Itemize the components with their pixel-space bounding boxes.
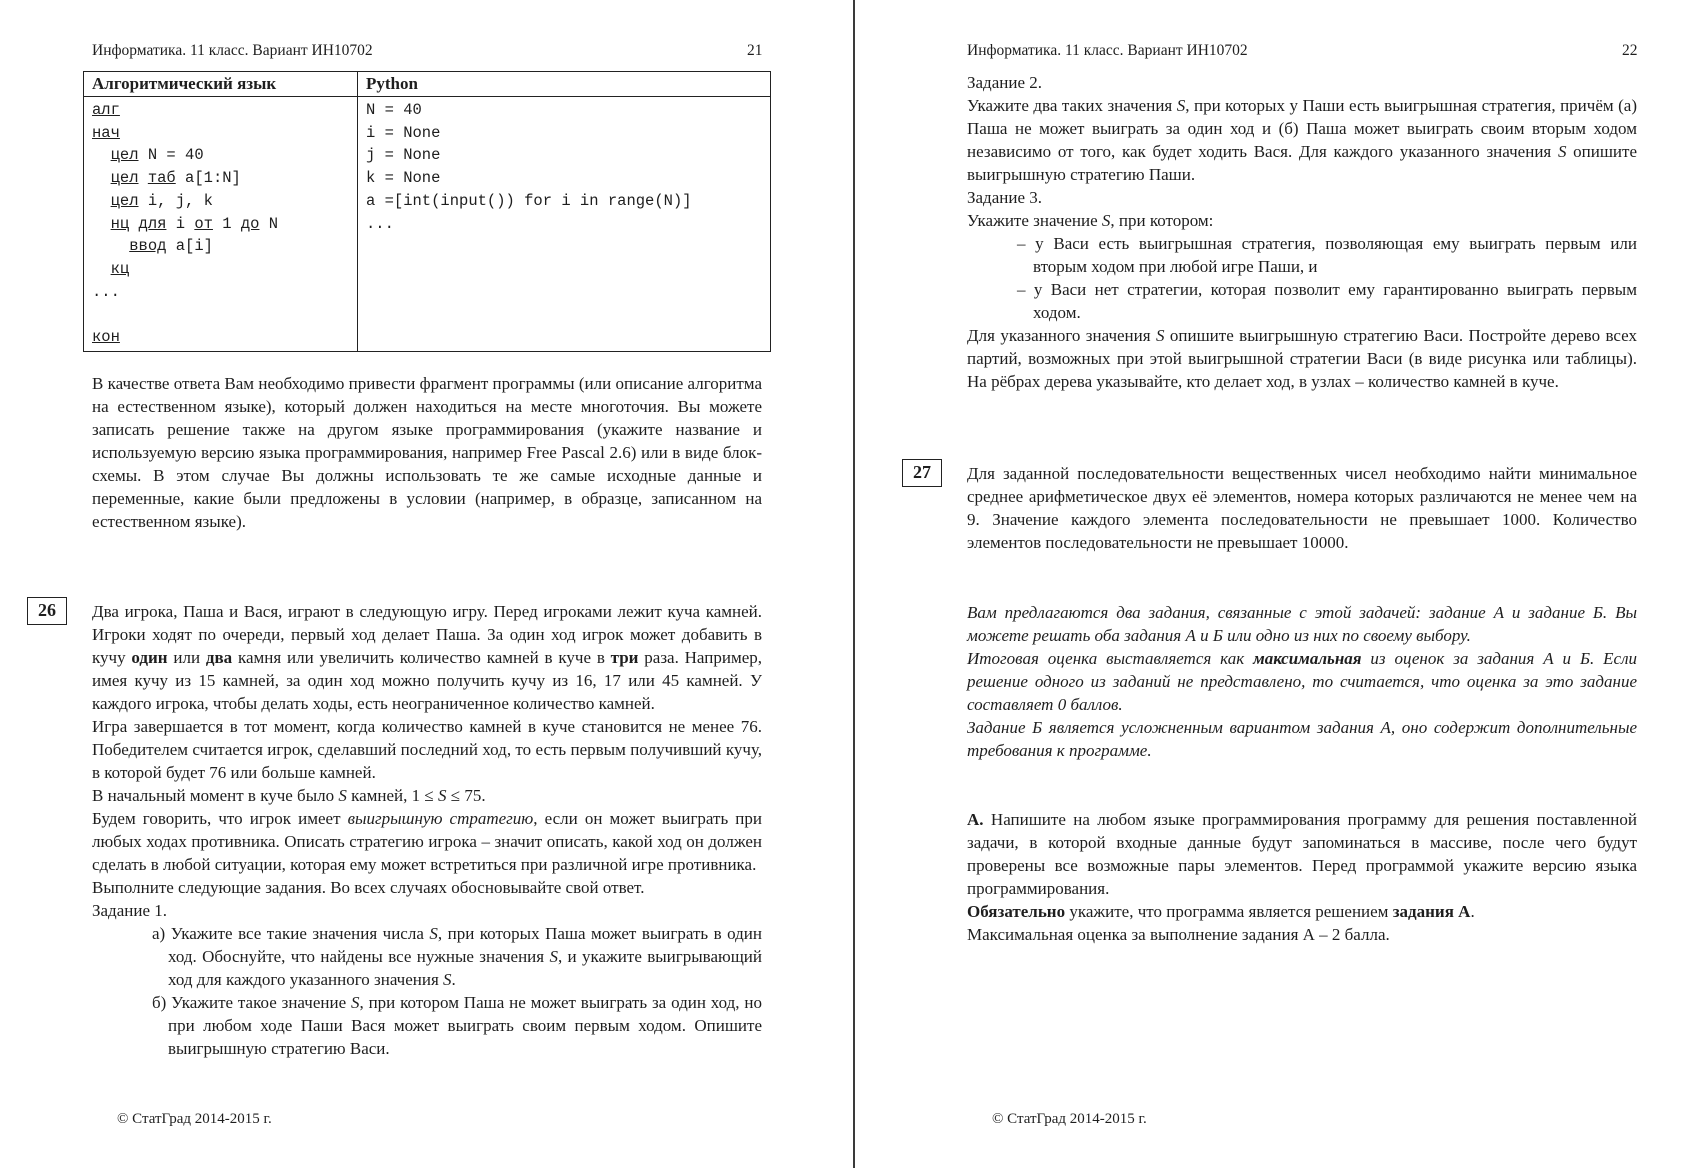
task26-p6: Задание 1. <box>92 901 167 920</box>
python-line: a =[int(input()) for i in range(N)] <box>366 191 692 210</box>
task-number-26: 26 <box>27 597 67 625</box>
z2-text: Укажите два таких значения S, при которых у Паши есть выигрышная стратегия, причём (а) Паша не может выиграть за один ход и (б) Паша может выиграть своим вторым ходом независимо от того, как будет ходить Вася. Для каждого указанного значения S опишите выигрышную стратегию Паши. <box>967 96 1637 184</box>
alg-line: алг <box>92 101 120 119</box>
tasks-2-3 <box>967 71 1637 393</box>
task26-p4: Будем говорить, что игрок имеет выигрышную стратегию, если он может выиграть при любых ходах противника. Описать стратегию игрока – значит описать, какой ход он должен сделать в любой ситуации, которая ему может встретиться при различной игре противника. <box>92 809 762 874</box>
alg-line: ... <box>92 282 120 301</box>
part-a-text: А. Напишите на любом языке программирования программу для решения поставленной задачи, в которой входные данные будут запоминаться в массиве, после чего будут проверены все возможные пары элементов. Перед программой укажите версию языка программирования. <box>967 810 1637 898</box>
task27-instructions <box>967 601 1637 762</box>
alg-line: нц для i от 1 до N <box>110 214 279 233</box>
max-score: Максимальная оценка за выполнение задания А – 2 балла. <box>967 925 1390 944</box>
z3-title: Задание 3. <box>967 188 1042 207</box>
python-line: k = None <box>366 169 441 188</box>
task-number-27: 27 <box>902 459 942 487</box>
z3-text: Укажите значение S, при котором: <box>967 211 1214 230</box>
alg-line: нач <box>92 123 120 142</box>
task27-part-a <box>967 808 1637 946</box>
z3-bullets <box>967 232 1637 324</box>
page-header: Информатика. 11 класс. Вариант ИН10702 <box>92 42 373 59</box>
page-22 <box>855 0 1708 1168</box>
python-code <box>366 99 762 235</box>
task26-text <box>92 600 762 1060</box>
bullet-2: – у Васи нет стратегии, которая позволит ему гарантированно выиграть первым ходом. <box>1017 280 1637 322</box>
z2-title: Задание 2. <box>967 73 1042 92</box>
page-number: 22 <box>1622 42 1638 59</box>
copyright: © СтатГрад 2014-2015 г. <box>992 1111 1147 1127</box>
task27-text: Для заданной последовательности вещественных чисел необходимо найти минимальное среднее арифметическое двух её элементов, номера которых различаются не менее чем на 9. Значение каждого элемента последовательности не превышает 1000. Количество элементов последовательности не превышает 10000. <box>967 464 1637 552</box>
alg-code <box>92 99 349 349</box>
alg-line: цел N = 40 <box>110 146 204 165</box>
alg-line: ввод a[i] <box>129 237 213 256</box>
z3-strategy: Для указанного значения S опишите выигрышную стратегию Васи. Постройте дерево всех партий, возможных при этой выигрышной стратегии Васи (в виде рисунка или таблицы). На рёбрах дерева указывайте, кто делает ход, в узлах – количество камней в куче. <box>967 326 1637 391</box>
instr-2: Итоговая оценка выставляется как максимальная из оценок за задания А и Б. Если решение одного из заданий не представлено, то считается, что оценка за это задание составляет 0 баллов. <box>967 649 1637 714</box>
code-table <box>83 71 771 352</box>
page-number: 21 <box>747 42 763 59</box>
python-line: j = None <box>366 146 441 165</box>
bullet-1: – у Васи есть выигрышная стратегия, позволяющая ему выиграть первым или вторым ходом при любой игре Паши, и <box>1017 234 1637 276</box>
alg-line: кон <box>92 328 120 347</box>
task26-p3: В начальный момент в куче было S камней, 1 ≤ S ≤ 75. <box>92 786 486 805</box>
copyright: © СтатГрад 2014-2015 г. <box>117 1111 272 1127</box>
task26-subtasks <box>92 922 762 1060</box>
col-python-title: Python <box>358 72 771 97</box>
subtask-b: б) Укажите такое значение S, при котором Паша не может выиграть за один ход, но при любом ходе Паши Вася может выиграть своим первым ходом. Опишите выигрышную стратегию Васи. <box>152 993 762 1058</box>
task26-p2: Игра завершается в тот момент, когда количество камней в куче становится не менее 76. Победителем считается игрок, сделавший последний ход, то есть первым получивший кучу, в которой будет 76 или больше камней. <box>92 717 762 782</box>
subtask-a: а) Укажите все такие значения числа S, при которых Паша может выиграть в один ход. Обоснуйте, что найдены все нужные значения S, и укажите выигрывающий ход для каждого указанного значения S. <box>152 924 762 989</box>
alg-line: кц <box>110 259 130 278</box>
col-alg-title: Алгоритмический язык <box>84 72 358 97</box>
mandatory-note: Обязательно укажите, что программа является решением задания А. <box>967 902 1475 921</box>
page-header: Информатика. 11 класс. Вариант ИН10702 <box>967 42 1248 59</box>
answer-note: В качестве ответа Вам необходимо привести фрагмент программы (или описание алгоритма на естественном языке), который должен находиться на месте многоточия. Вы можете записать решение также на другом языке программирования (укажите название и используемую версию языка программирования, например Free Pascal 2.6) или в виде блок-схемы. В этом случае Вы должны использовать те же самые исходные данные и переменные, какие были предложены в условии (например, в образце, записанном на естественном языке). <box>92 374 762 531</box>
python-line: N = 40 <box>366 101 422 119</box>
task26-p1: Два игрока, Паша и Вася, играют в следующую игру. Перед игроками лежит куча камней. Игроки ходят по очереди, первый ход делает Паша. За один ход игрок может добавить в кучу один или два камня или увеличить количество камней в куче в три раза. Например, имея кучу из 15 камней, за один ход можно получить кучу из 16, 17 или 45 камней. У каждого игрока, чтобы делать ходы, есть неограниченное количество камней. <box>92 602 762 713</box>
task26-p5: Выполните следующие задания. Во всех случаях обосновывайте свой ответ. <box>92 878 645 897</box>
instr-3: Задание Б является усложненным вариантом задания А, оно содержит дополнительные требования к программе. <box>967 718 1637 760</box>
alg-line: цел таб a[1:N] <box>110 169 241 188</box>
page-21 <box>0 0 853 1168</box>
instr-1: Вам предлагаются два задания, связанные с этой задачей: задание А и задание Б. Вы можете решать оба задания А и Б или одно из них по своему выбору. <box>967 603 1637 645</box>
python-line: i = None <box>366 123 441 142</box>
python-line: ... <box>366 214 394 233</box>
alg-line: цел i, j, k <box>110 191 213 210</box>
alg-line <box>92 303 349 326</box>
